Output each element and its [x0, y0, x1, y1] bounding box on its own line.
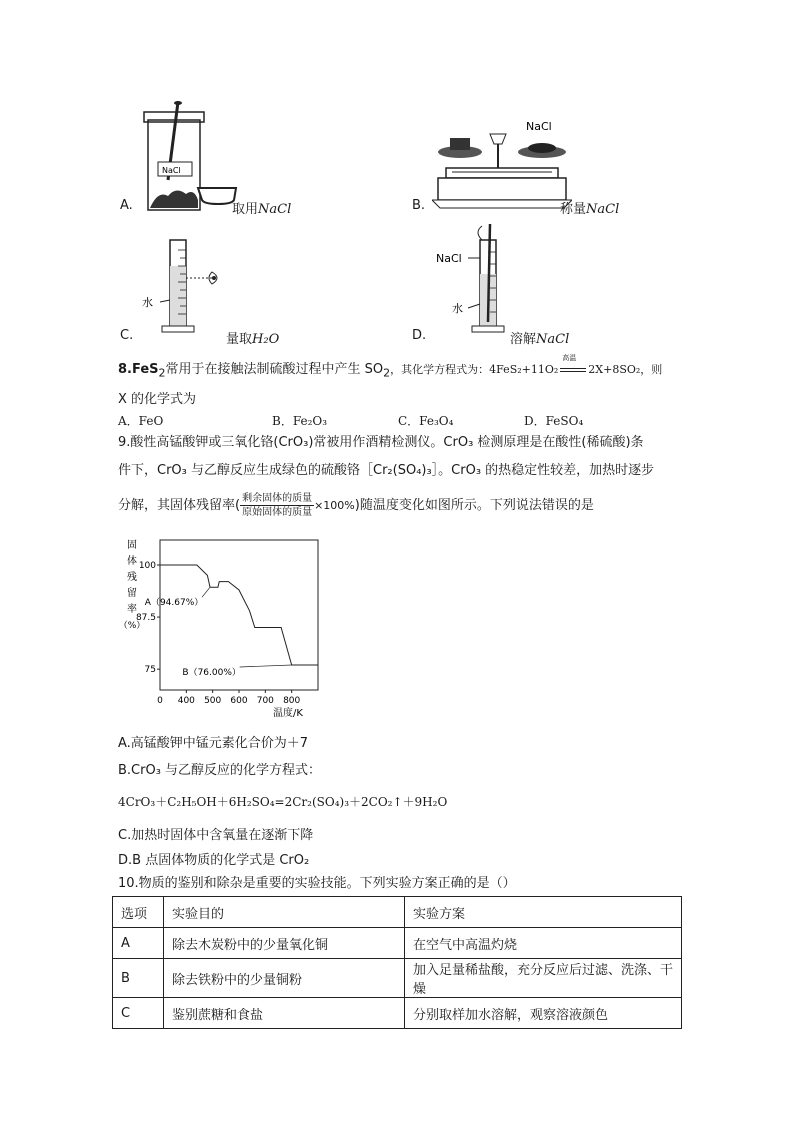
x-axis-label: 温度/K: [273, 708, 303, 719]
table-header-row: [113, 897, 682, 928]
table-cell: 鉴别蔗糖和食盐: [164, 998, 405, 1029]
annotation-leader: [202, 587, 210, 597]
option-b-letter: B.: [412, 198, 426, 213]
q8-line2: X 的化学式为: [118, 392, 197, 407]
water-label-c: 水: [142, 296, 153, 309]
x-tick-label: 700: [256, 696, 274, 706]
table-row: [113, 998, 682, 1029]
table-cell: 分别取样加水溶解，观察溶液颜色: [405, 998, 682, 1029]
table-cell: 除去木炭粉中的少量氧化铜: [164, 928, 405, 959]
q9-line1: 9.酸性高锰酸钾或三氧化铬(CrO₃)常被用作酒精检测仪。CrO₃ 检测原理是在酸性(稀硫酸)条: [118, 435, 644, 450]
y-label-char: 率: [127, 604, 137, 615]
q9-choice-c: C.加热时固体中含氧量在逐渐下降: [118, 828, 314, 843]
y-label-unit: （%）: [118, 621, 146, 631]
q9-choice-b: B.CrO₃ 与乙醇反应的化学方程式：: [118, 763, 322, 778]
balance-label: NaCl: [526, 120, 552, 133]
option-c-letter: C.: [120, 328, 134, 343]
table-row: [113, 928, 682, 959]
table-cell: 在空气中高温灼烧: [405, 928, 682, 959]
x-tick-label: 600: [230, 696, 248, 706]
y-label-char: 留: [127, 588, 137, 599]
jar-label: NaCl: [162, 166, 181, 175]
option-d-letter: D.: [412, 328, 427, 343]
y-label-char: 残: [127, 572, 137, 583]
table-cell: A: [113, 928, 164, 959]
header-cell: 实验目的: [164, 897, 405, 928]
table-cell: C: [113, 998, 164, 1029]
series-line: [160, 565, 318, 665]
q9-choice-d: D.B 点固体物质的化学式是 CrO₂: [118, 853, 310, 868]
q9-line2: 件下，CrO₃ 与乙醇反应生成绿色的硫酸铬［Cr₂(SO₄)₃］。CrO₃ 的热稳定性较差，加热时逐步: [118, 463, 655, 478]
table-cell: 除去铁粉中的少量铜粉: [164, 959, 405, 998]
annotation-label: B（76.00%）: [182, 668, 241, 678]
table-row: [113, 959, 682, 998]
x-tick-label: 800: [283, 696, 301, 706]
nacl-label-d: NaCl: [436, 252, 462, 265]
q8-stem: 8.FeS$_2$常用于在接触法制硫酸过程中产生 $SO_2$，其化学方程式为：4FeS₂+11O₂ 高温 2X+8SO₂，则: [118, 354, 663, 380]
q9-line3: 分解，其固体残留率( $\frac{\text{剩余固体的质量}}{\text{原始固体的质量}}$ ×100%)随温度变化如图所示。下列说法错误的是: [118, 493, 594, 518]
figure-balance: [432, 116, 572, 212]
q8-choice-c: C．Fe₃O₄: [398, 414, 454, 428]
option-a-letter: A.: [120, 198, 133, 213]
header-cell: 选项: [113, 897, 164, 928]
y-tick-label: 100: [138, 561, 156, 571]
x-tick-label: 0: [157, 696, 163, 706]
annotation-label: A（94.67%）: [144, 598, 204, 609]
table-cell: B: [113, 959, 164, 998]
q10-table: [112, 896, 682, 1029]
header-cell: 实验方案: [405, 897, 682, 928]
y-tick-label: 87.5: [135, 613, 156, 624]
option-a-caption: 取用NaCl: [232, 202, 292, 217]
figure-cylinder-d: [430, 222, 510, 340]
q8-choice-d: D．FeSO₄: [524, 414, 584, 428]
annotation-leader: [240, 665, 292, 667]
y-label-char: 固: [127, 540, 137, 551]
option-b-caption: 称量NaCl: [560, 202, 620, 217]
q8-choice-a: A．FeO: [118, 414, 164, 428]
option-d-caption: 溶解NaCl: [510, 332, 570, 347]
figure-cylinder-c: [140, 236, 230, 340]
residue-fraction: $\frac{\text{剩余固体的质量}}{\text{原始固体的质量}}$: [242, 493, 313, 518]
q9-equation: 4CrO₃＋C₂H₅OH＋6H₂SO₄=2Cr₂(SO₄)₃＋2CO₂↑＋9H₂O: [118, 795, 448, 809]
table-cell: 加入足量稀盐酸，充分反应后过滤、洗涤、干燥: [405, 959, 682, 998]
water-label-d: 水: [452, 302, 463, 315]
y-label-char: 体: [127, 556, 137, 567]
q9-choice-a: A.高锰酸钾中锰元素化合价为＋7: [118, 736, 309, 751]
q10-stem: 10.物质的鉴别和除杂是重要的实验技能。下列实验方案正确的是（）: [118, 876, 516, 891]
x-tick-label: 500: [204, 696, 222, 706]
q8-choice-b: B．Fe₂O₃: [272, 414, 328, 428]
residue-chart: [118, 536, 328, 722]
figure-reagent-jar: [138, 100, 238, 212]
y-tick-label: 75: [144, 665, 156, 676]
option-c-caption: 量取H₂O: [226, 332, 280, 347]
x-tick-label: 400: [177, 696, 195, 706]
